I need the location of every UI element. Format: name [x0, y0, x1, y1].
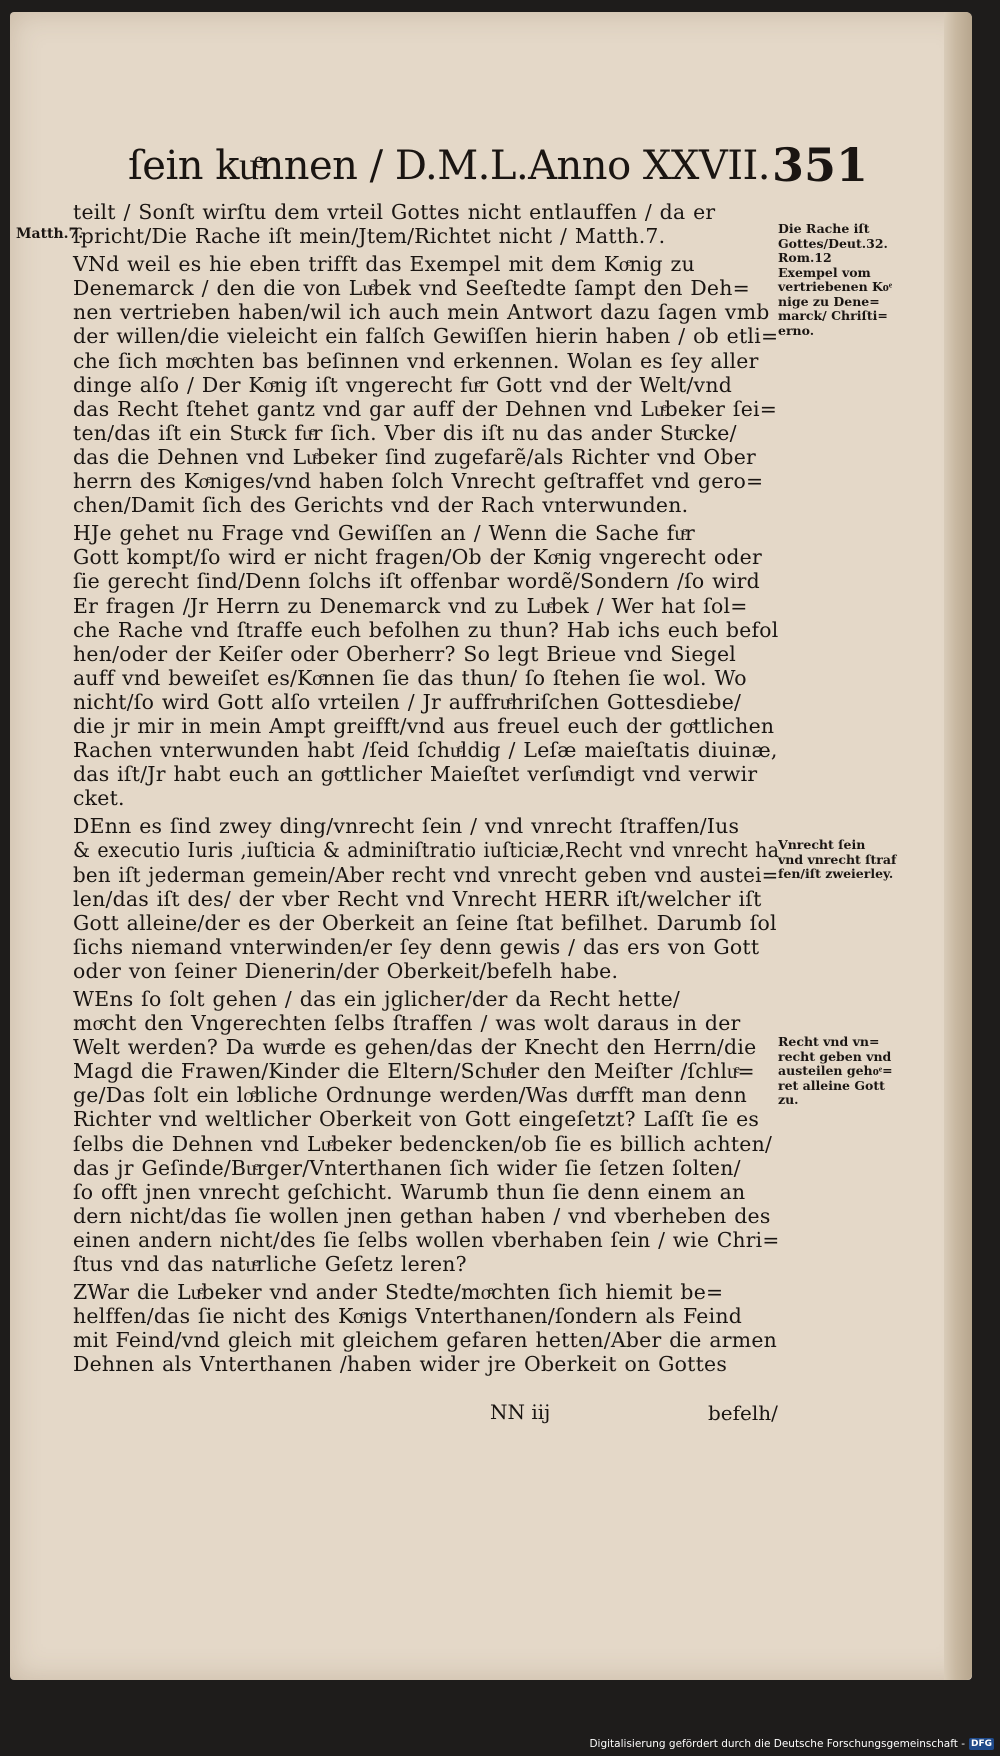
- text-line: Richter vnd weltlicher Oberkeit von Gott eingeſetzt? Laſſt ſie es: [73, 1107, 760, 1132]
- text-line: ſie gerecht ſind/Denn ſolchs iſt offenbar wordẽ/Sondern /ſo wird: [73, 569, 760, 594]
- text-line: hen/oder der Keiſer oder Oberherr? So legt Brieue vnd Siegel: [73, 641, 737, 666]
- text-line: ben iſt jederman gemein/Aber recht vnd vnrecht geben vnd austei=: [73, 862, 779, 887]
- text-line: das die Dehnen vnd Luͤbeker ſind zugefarẽ/als Richter vnd Ober: [73, 444, 757, 469]
- marginal-note-line: Exempel vom: [778, 264, 871, 280]
- marginal-note: [778, 222, 943, 338]
- text-line: das Recht ſtehet gantz vnd gar auff der Dehnen vnd Luͤbeker ſei=: [73, 396, 778, 421]
- text-line: nicht/ſo wird Gott alſo vrteilen / Jr auffruͤhriſchen Gottesdiebe/: [73, 689, 742, 714]
- marginal-note: [778, 838, 943, 882]
- text-line: Rachen vnterwunden habt /ſeid ſchuͤldig / Leſæ maieſtatis diuinæ,: [73, 738, 778, 763]
- text-line: das jr Geſinde/Buͤrger/Vnterthanen ſich wider ſie ſetzen ſolten/: [73, 1155, 741, 1180]
- body-text: [73, 200, 779, 1377]
- marginal-note-line: zu.: [778, 1092, 799, 1107]
- text-line: nen vertrieben haben/wil ich auch mein Antwort dazu ſagen vmb: [73, 300, 770, 325]
- text-line: ſpricht/Die Rache iſt mein/Jtem/Richtet nicht / Matth.7.: [73, 224, 666, 249]
- text-line: herrn des Koͤniges/vnd haben ſolch Vnrecht geſtraffet vnd gero=: [73, 469, 764, 494]
- text-line: VNd weil es hie eben trifft das Exempel mit dem Koͤnig zu: [73, 252, 695, 277]
- text-line: auff vnd beweiſet es/Koͤnnen ſie das thun/ ſo ſtehen ſie wol. Wo: [73, 665, 747, 690]
- text-line: HJe gehet nu Frage vnd Gewiſſen an / Wenn die Sache fuͤr: [73, 521, 696, 546]
- text-line: ſtus vnd das natuͤrliche Geſetz leren?: [73, 1252, 467, 1277]
- marginal-note-line: fen/iſt zweierley.: [778, 866, 894, 881]
- footer-credit: Digitalisierung gefördert durch die Deutsche Forschungsgemeinschaft -: [589, 1738, 965, 1750]
- marginal-note-line: ret alleine Gott: [778, 1077, 885, 1093]
- text-line: Gott kompt/ſo wird er nicht fragen/Ob der Koͤnig vngerecht oder: [73, 545, 762, 570]
- text-line: DEnn es ſind zwey ding/vnrecht ſein / vnd vnrecht ſtraffen/Ius: [73, 814, 740, 839]
- text-line: che ſich moͤchten bas beſinnen vnd erkennen. Wolan es ſey aller: [73, 348, 759, 373]
- text-line: len/das iſt des/ der vber Recht vnd Vnrecht HERR iſt/welcher iſt: [73, 886, 762, 911]
- text-line: Dehnen als Vnterthanen /haben wider jre Oberkeit on Gottes: [73, 1352, 728, 1377]
- text-line: Denemarck / den die von Luͤbek vnd Seeſtedte ſampt den Deh=: [73, 276, 750, 301]
- marginal-note-line: Gottes/Deut.32.: [778, 235, 888, 251]
- text-line: teilt / Sonſt wirſtu dem vrteil Gottes nicht entlauffen / da er: [73, 200, 716, 224]
- text-line: ſichs niemand vnterwinden/er ſey denn gewis / das ers von Gott: [73, 934, 760, 959]
- text-line: das iſt/Jr habt euch an goͤttlicher Maieſtet verſuͤndigt vnd verwir: [73, 762, 758, 787]
- marginal-note-line: Recht vnd vn=: [778, 1034, 880, 1049]
- marginal-note-line: austeilen gehoͤ=: [778, 1063, 893, 1078]
- signature-mark: NN iij: [490, 1400, 551, 1424]
- text-line: einen andern nicht/des ſie ſelbs wollen vberhaben ſein / wie Chri=: [73, 1227, 780, 1252]
- text-line: ZWar die Luͤbeker vnd ander Stedte/moͤchten ſich hiemit be=: [73, 1280, 724, 1305]
- text-line: mit Feind/vnd gleich mit gleichem gefaren hetten/Aber die armen: [73, 1328, 778, 1353]
- marginal-note-line: Rom.12: [778, 250, 832, 265]
- catchword: befelh/: [708, 1401, 778, 1425]
- text-line: Er fragen /Jr Herrn zu Denemarck vnd zu Luͤbek / Wer hat ſol=: [73, 593, 748, 618]
- text-line: dern nicht/das ſie wollen jnen gethan haben / vnd vberheben des: [73, 1203, 771, 1228]
- text-line: moͤcht den Vngerechten ſelbs ſtraffen / was wolt daraus in der: [73, 1011, 741, 1036]
- marginal-note-line: Die Rache iſt: [778, 221, 870, 236]
- dfg-logo-icon: DFG: [970, 1739, 992, 1749]
- marginal-note-line: marck/ Chriſti=: [778, 308, 888, 323]
- marginal-note-line: recht geben vnd: [778, 1048, 892, 1064]
- text-line: die jr mir in mein Ampt greifft/vnd aus freuel euch der goͤttlichen: [73, 713, 775, 738]
- running-title: ſein kuͤnnen / D.M.L.Anno XXVII.: [128, 143, 771, 189]
- margin-reference-left: Matth.7.: [16, 226, 84, 242]
- text-line: & executio Iuris ,iuſticia & adminiſtratio iuſticiæ,Recht vnd vnrecht ha: [73, 838, 780, 863]
- page-edge: [944, 12, 972, 1680]
- text-line: Magd die Frawen/Kinder die Eltern/Schuͤler den Meiſter /ſchluͤ=: [73, 1059, 755, 1084]
- text-line: ſo offt jnen vnrecht geſchicht. Warumb thun ſie denn einem an: [73, 1179, 746, 1204]
- text-line: oder von ſeiner Dienerin/der Oberkeit/befelh habe.: [73, 958, 619, 983]
- marginal-note-line: vnd vnrecht ſtraf: [778, 851, 897, 867]
- marginal-note-line: erno.: [778, 322, 815, 338]
- text-line: cket.: [73, 786, 125, 811]
- text-line: dinge alſo / Der Koͤnig iſt vngerecht fuͤr Gott vnd der Welt/vnd: [73, 372, 733, 397]
- text-line: ge/Das ſolt ein loͤbliche Ordnunge werden/Was duͤrfft man denn: [73, 1083, 748, 1108]
- marginal-note-line: Vnrecht ſein: [778, 837, 866, 852]
- text-line: che Rache vnd ſtraffe euch befolhen zu thun? Hab ichs euch befol: [73, 617, 779, 642]
- text-line: Welt werden? Da wuͤrde es gehen/das der Knecht den Herrn/die: [73, 1035, 757, 1060]
- text-line: helffen/das ſie nicht des Koͤnigs Vnterthanen/ſondern als Feind: [73, 1304, 743, 1329]
- text-line: Gott alleine/der es der Oberkeit an ſeine ſtat befilhet. Darumb ſol: [73, 910, 777, 935]
- text-line: ten/das iſt ein Stuͤck fuͤr ſich. Vber dis iſt nu das ander Stuͤcke/: [73, 420, 737, 445]
- text-line: ſelbs die Dehnen vnd Luͤbeker bedencken/ob ſie es billich achten/: [73, 1131, 773, 1156]
- text-line: chen/Damit ſich des Gerichts vnd der Rach vnterwunden.: [73, 493, 689, 518]
- marginal-note: [778, 1035, 943, 1108]
- marginal-note-line: vertriebenen Koͤ: [778, 279, 893, 294]
- running-header: [128, 138, 868, 198]
- text-line: WEns ſo ſolt gehen / das ein jglicher/der da Recht hette/: [73, 987, 681, 1011]
- marginal-note-line: nige zu Dene=: [778, 293, 880, 309]
- page-number: 351: [771, 138, 868, 192]
- digitization-footer: [589, 1738, 994, 1750]
- text-line: der willen/die vieleicht ein falſch Gewiſſen hierin haben / ob etli=: [73, 324, 779, 349]
